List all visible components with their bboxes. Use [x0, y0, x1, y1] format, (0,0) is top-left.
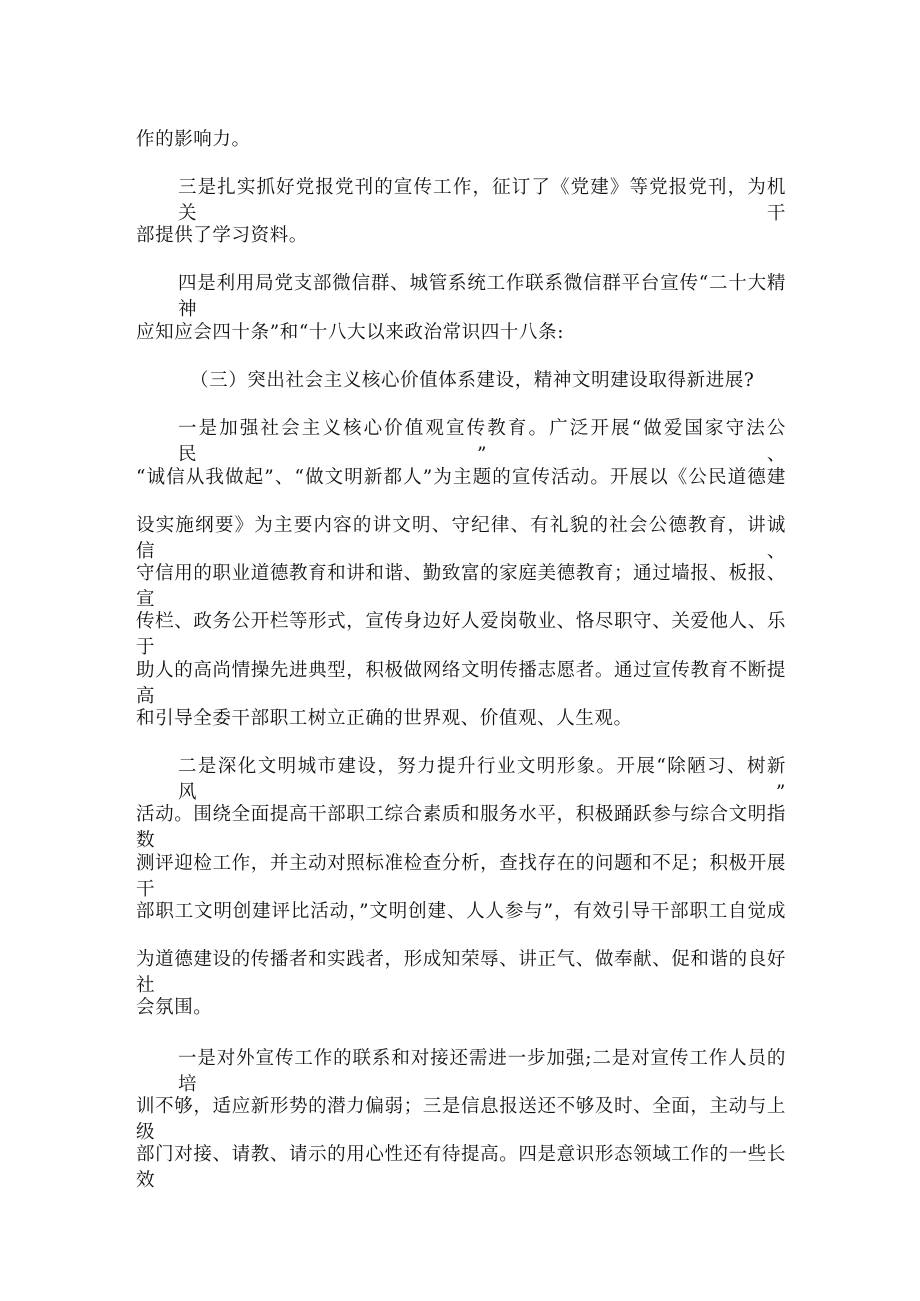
text-line: 一是加强社会主义核心价值观宣传教育。广泛开展“做爱国家守法公民”、 — [178, 418, 786, 465]
text-line: 应知应会四十条”和“十八大以来政治常识四十八条: — [136, 322, 565, 343]
text-line: 部提供了学习资料。 — [136, 225, 308, 246]
text-line: 一是对外宣传工作的联系和对接还需进一步加强;二是对宣传工作人员的培 — [178, 1048, 786, 1095]
text-line: 作的影响力。 — [136, 129, 251, 150]
text-line: 二是深化文明城市建设，努力提升行业文明形象。开展“除陋习、树新风” — [178, 756, 786, 803]
text-line: 助人的高尚情操先进典型，积极做网络文明传播志愿者。通过宣传教育不断提高 — [136, 660, 786, 707]
text-line: 测评迎检工作，并主动对照标准检查分析，查找存在的问题和不足；积极开展干 — [136, 853, 786, 900]
text-line: 守信用的职业道德教育和讲和谐、勤致富的家庭美德教育；通过墙报、板报、宣 — [136, 563, 786, 610]
text-line: “诚信从我做起”、“做文明新都人”为主题的宣传活动。开展以《公民道德建 — [136, 467, 786, 488]
text-line: 四是利用局党支部微信群、城管系统工作联系微信群平台宣传“二十大精神 — [178, 273, 786, 320]
text-line: 训不够，适应新形势的潜力偏弱；三是信息报送还不够及时、全面，主动与上级 — [136, 1096, 786, 1143]
text-line: 部职工文明创建评比活动，”文明创建、人人参与”，有效引导干部职工自觉成 — [136, 901, 786, 922]
text-line: 传栏、政务公开栏等形式，宣传身边好人爱岗敬业、恪尽职守、关爱他人、乐于 — [136, 611, 786, 658]
text-line: 部门对接、请教、请示的用心性还有待提高。四是意识形态领域工作的一些长效 — [136, 1144, 786, 1191]
text-line: 三是扎实抓好党报党刊的宣传工作，征订了《党建》等党报党刊，为机关干 — [178, 177, 786, 224]
section-heading: （三）突出社会主义核心价值体系建设，精神文明建设取得新进展? — [190, 370, 755, 391]
text-line: 活动。围绕全面提高干部职工综合素质和服务水平，积极踊跃参与综合文明指数 — [136, 804, 786, 851]
text-line: 和引导全委干部职工树立正确的世界观、价值观、人生观。 — [136, 708, 633, 729]
text-line: 会氛围。 — [136, 997, 213, 1018]
text-line: 设实施纲要》为主要内容的讲文明、守纪律、有礼貌的社会公德教育，讲诚信、 — [136, 515, 786, 562]
text-line: 为道德建设的传播者和实践者，形成知荣辱、讲正气、做奉献、促和谐的良好社 — [136, 949, 786, 996]
